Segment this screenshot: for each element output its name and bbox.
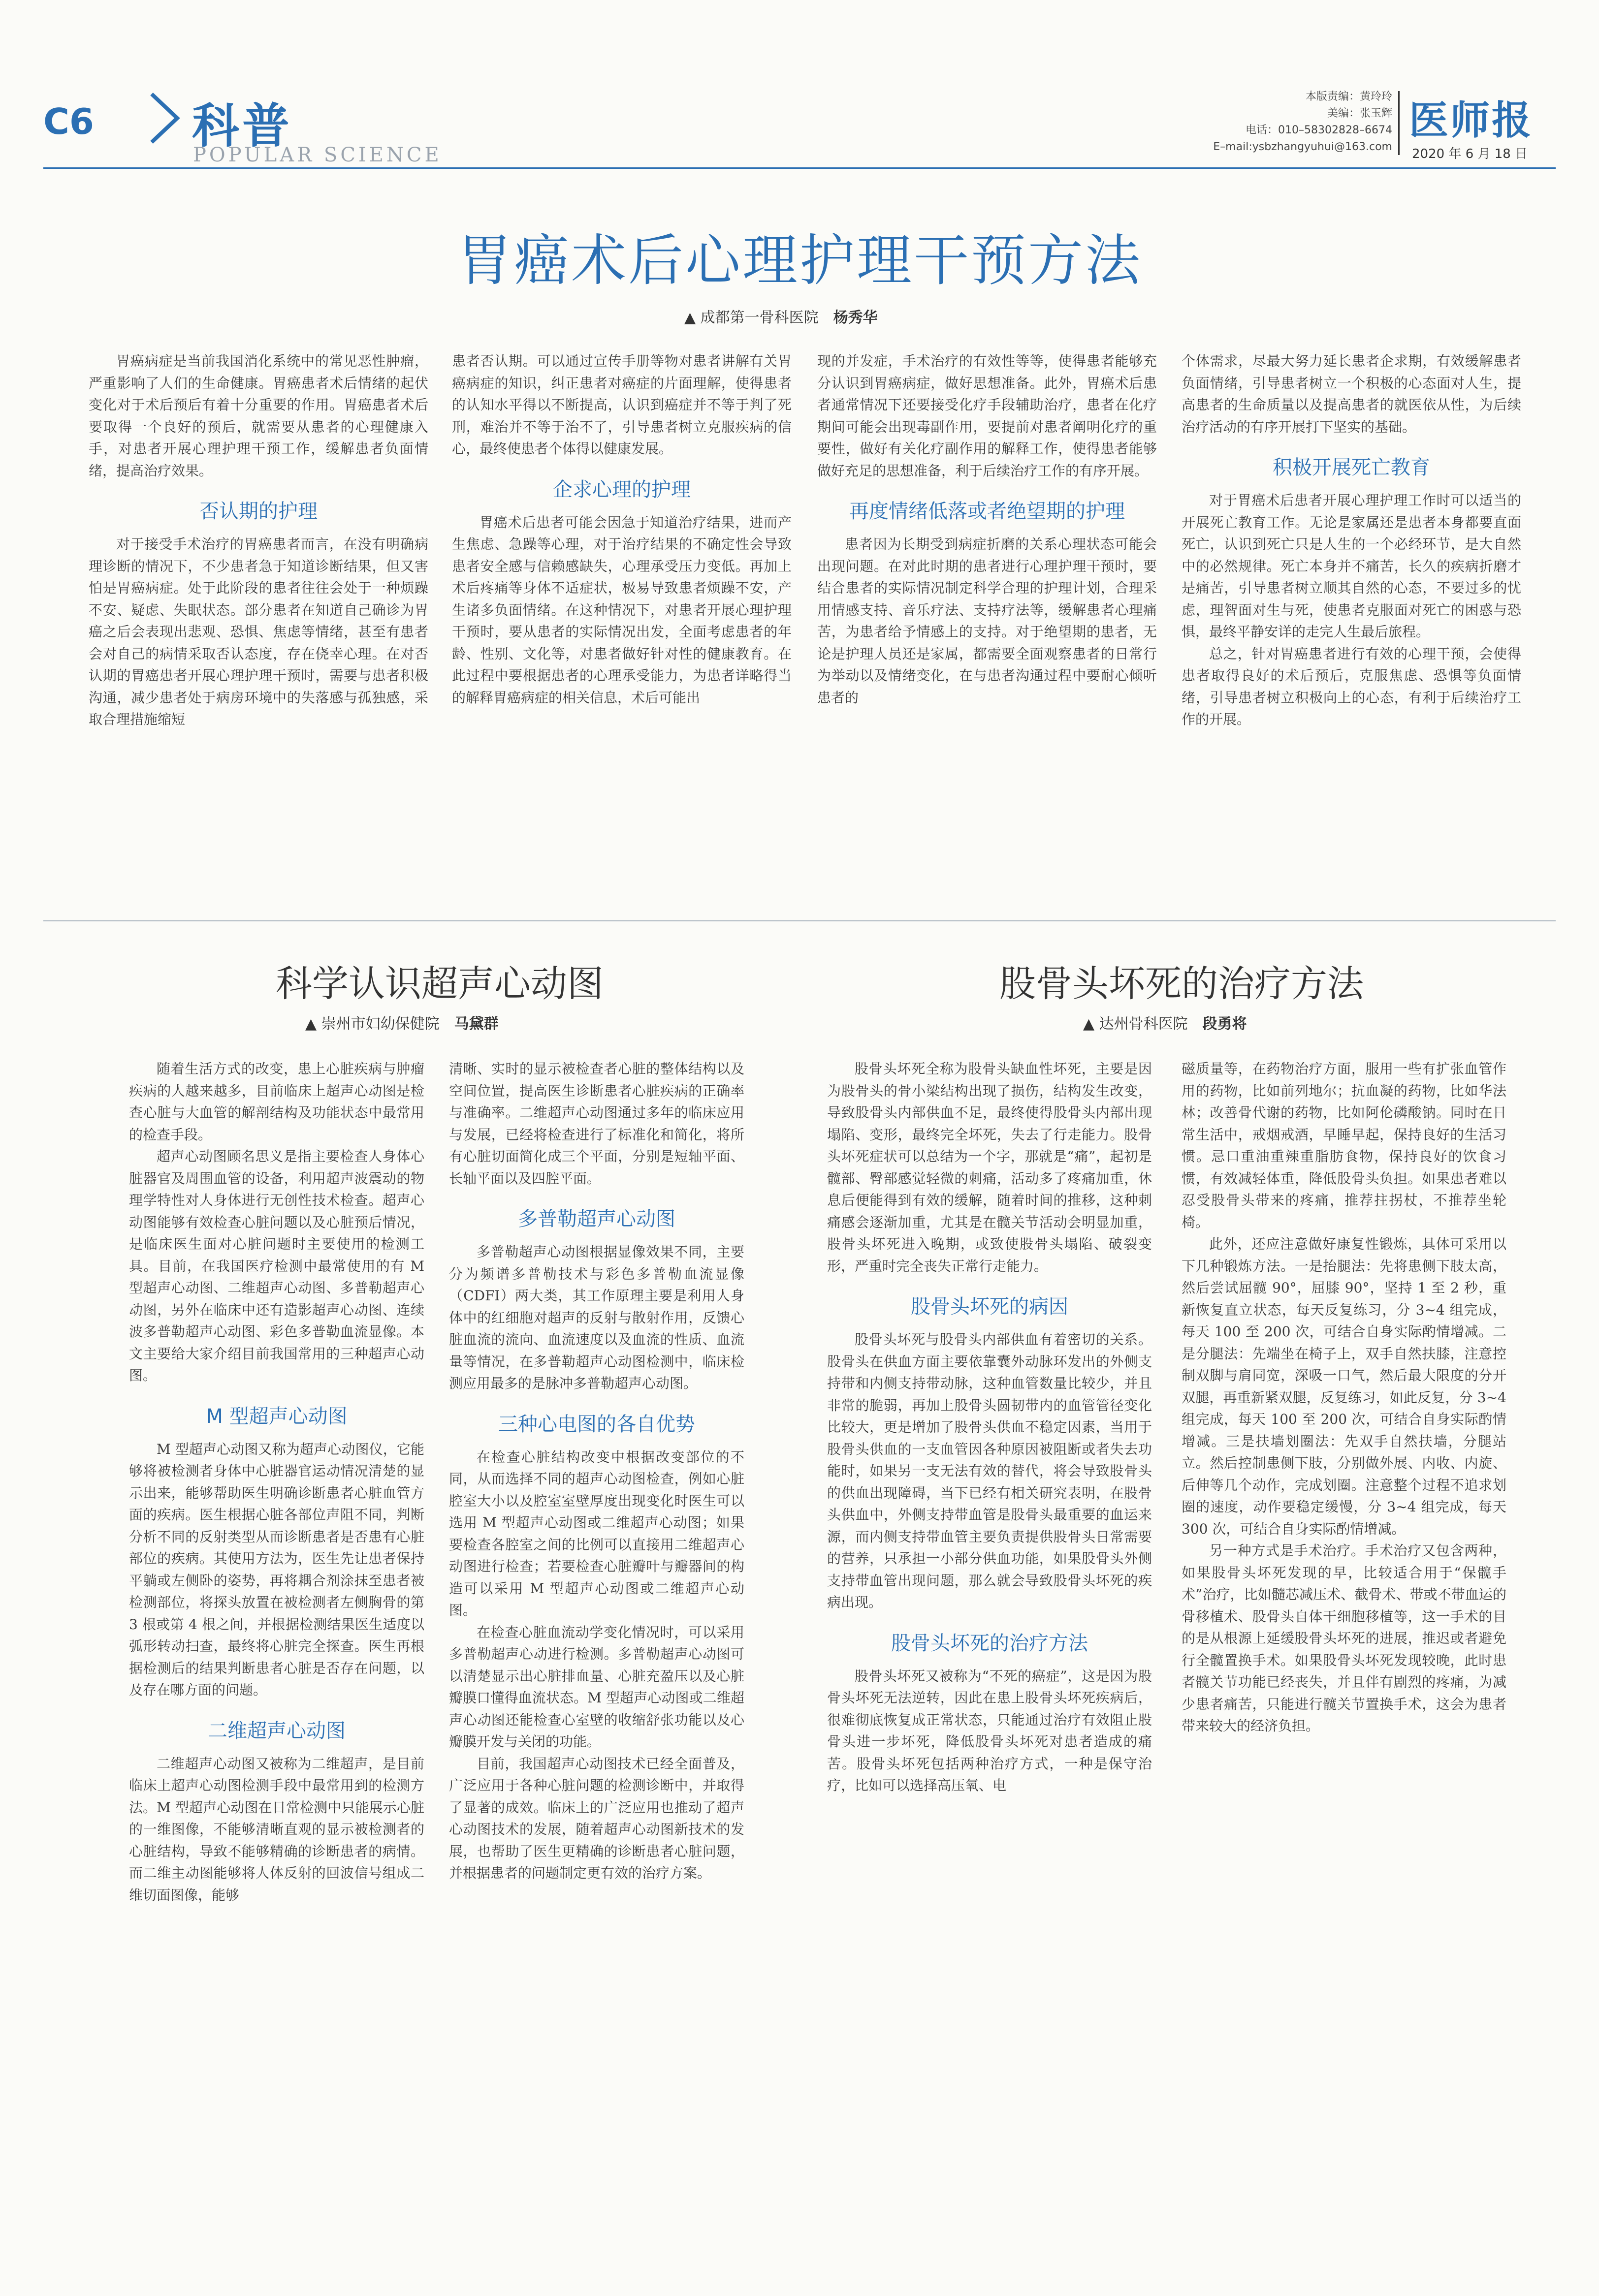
article1-column-2 bbox=[452, 350, 792, 709]
article2-column-2 bbox=[449, 1058, 744, 1885]
article1-paragraph: 现的并发症，手术治疗的有效性等等，使得患者能够充分认识到胃癌病症，做好思想准备。此外，胃癌术后患者通常情况下还要接受化疗手段辅助治疗，患者在化疗期间可能会出现毒副作用，要提前对患者阐明化疗的重要性，做好有关化疗副作用的解释工作，使得患者能够做好充足的思想准备，利于后续治疗工作的有序开展。 bbox=[817, 353, 1157, 479]
article1-subheading: 积极开展死亡教育 bbox=[1273, 456, 1430, 479]
newspaper-logo: 医师报 bbox=[1409, 97, 1533, 143]
article3-paragraph: 股骨头坏死全称为股骨头缺血性坏死，主要是因为股骨头的骨小梁结构出现了损伤，结构发生改变，导致股骨头内部供血不足，最终使得股骨头内部出现塌陷、变形，最终完全坏死，失去了行走能力。股骨头坏死症状可以总结为一个字，那就是“痛”，起初是髋部、臀部感觉轻微的刺痛，活动多了疼痛加重，休息后便能得到有效的缓解，随着时间的推移，这种刺痛感会逐渐加重，尤其是在髋关节活动会明显加重，股骨头坏死进入晚期，或致使股骨头塌陷、破裂变形，严重时完全丧失正常行走能力。 bbox=[827, 1061, 1152, 1274]
article2-subheading: 多普勒超声心动图 bbox=[518, 1208, 675, 1230]
article1-subheading: 企求心理的护理 bbox=[553, 478, 691, 501]
article1-column-1 bbox=[89, 350, 428, 731]
article1-paragraph: 患者因为长期受到病症折磨的关系心理状态可能会出现问题。在对此时期的患者进行心理护理干预时，要结合患者的实际情况制定科学合理的护理计划，合理采用情感支持、音乐疗法、支持疗法等，缓解患者心理痛苦，为患者给予情感上的支持。对于绝望期的患者，无论是护理人员还是家属，都需要全面观察患者的日常行为举动以及情绪变化，在与患者沟通过程中要耐心倾听患者的 bbox=[817, 536, 1157, 706]
article1-subheading: 再度情绪低落或者绝望期的护理 bbox=[849, 500, 1125, 523]
article1-paragraph: 对于胃癌术后患者开展心理护理工作时可以适当的开展死亡教育工作。无论是家属还是患者本身都要直面死亡，认识到死亡只是人生的一个必经环节，是大自然中的必然规律。死亡本身并不痛苦，长久的疾病折磨才是痛苦，引导患者树立顺其自然的心态，不要过多的忧虑，理智面对生与死，使患者克服面对死亡的困惑与恐惧，最终平静安详的走完人生最后旅程。 bbox=[1182, 492, 1521, 640]
article3-column-1 bbox=[827, 1058, 1152, 1797]
article2-subheading: M 型超声心动图 bbox=[206, 1405, 348, 1428]
section-title: 科普 bbox=[192, 98, 292, 154]
article3-column-2 bbox=[1182, 1058, 1506, 1737]
article1-column-4 bbox=[1182, 350, 1521, 731]
article1-column-3 bbox=[817, 350, 1157, 709]
editor-credits bbox=[1213, 89, 1392, 156]
article3-byline bbox=[1083, 1011, 1247, 1033]
article3-paragraph: 此外，还应注意做好康复性锻炼，具体可采用以下几种锻炼方法。一是抬腿法：先将患侧下肢太高，然后尝试屈髋 90°，屈膝 90°，坚持 1 至 2 秒，重新恢复直立状态，每天反复练习，分 3~4 组完成，每天 100 至 200 次，可结合自身实际酌情增减。二是分腿法：先端坐在椅子上，双手自然扶膝，注意控制双脚与肩同宽，深吸一口气，然后最大限度的分开双腿，再重新紧双腿，反复练习，如此反复，分 3~4 组完成，每天 100 至 200 次，可结合自身实际酌情增减。三是扶墙划圈法：先双手自然扶墙，分腿站立。然后控制患侧下肢，分别做外展、内收、内旋、后伸等几个动作，完成划圈。注意整个过程不追求划圈的速度，动作要稳定缓慢，分 3~4 组完成，每天 300 次，可结合自身实际酌情增减。 bbox=[1182, 1236, 1506, 1537]
page-number: C6 bbox=[43, 101, 94, 142]
article2-author: 马黛群 bbox=[454, 1015, 499, 1033]
article3-paragraph: 股骨头坏死又被称为“不死的癌症”，这是因为股骨头坏死无法逆转，因此在患上股骨头坏死疾病后，很难彻底恢复成正常状态，只能通过治疗有效阻止股骨头进一步坏死，降低股骨头坏死对患者造成的痛苦。股骨头坏死包括两种治疗方式，一种是保守治疗，比如可以选择高压氧、电 bbox=[827, 1667, 1152, 1793]
article1-paragraph: 对于接受手术治疗的胃癌患者而言，在没有明确病理诊断的情况下，不少患者急于知道诊断结果，但又害怕是胃癌病症。处于此阶段的患者往往会处于一种烦躁不安、疑虑、失眠状态。部分患者在知道自己确诊为胃癌之后会表现出悲观、恐惧、焦虑等情绪，甚至有患者会对自己的病情采取否认态度，存在侥幸心理。在对否认期的胃癌患者开展心理护理干预时，需要与患者积极沟通，减少患者处于病房环境中的失落感与孤独感，采取合理措施缩短 bbox=[89, 536, 428, 727]
article2-paragraph: 目前，我国超声心动图技术已经全面普及，广泛应用于各种心脏问题的检测诊断中，并取得了显著的成效。临床上的广泛应用也推动了超声心动图技术的发展，随着超声心动图新技术的发展，也帮助了医生更精确的诊断患者心脏问题，并根据患者的问题制定更有效的治疗方案。 bbox=[449, 1755, 744, 1881]
article1-author: 杨秀华 bbox=[833, 309, 878, 326]
credit-phone: 电话：010–58302828–6674 bbox=[1246, 124, 1392, 136]
article1-paragraph: 个体需求，尽最大努力延长患者企求期，有效缓解患者负面情绪，引导患者树立一个积极的心态面对人生，提高患者的生命质量以及提高患者的就医依从性，为后续治疗活动的有序开展打下坚实的基础。 bbox=[1182, 353, 1521, 435]
article1-subheading: 否认期的护理 bbox=[199, 500, 318, 523]
article3-org: ▲ 达州骨科医院 bbox=[1083, 1015, 1188, 1033]
article2-byline bbox=[305, 1011, 499, 1033]
chevron-right-icon bbox=[148, 91, 182, 145]
header-rule bbox=[43, 167, 1556, 169]
article2-paragraph: 多普勒超声心动图根据显像效果不同，主要分为频谱多普勒技术与彩色多普勒血流显像（CDFI）两大类，其工作原理主要是利用人身体中的红细胞对超声的反射与散射作用，反馈心脏血流的流向、血流速度以及血流的性质、血流量等情况，在多普勒超声心动图检测中，临床检测应用最多的是脉冲多普勒超声心动图。 bbox=[449, 1244, 744, 1391]
article2-subheading: 二维超声心动图 bbox=[208, 1719, 346, 1742]
article1-paragraph: 患者否认期。可以通过宣传手册等物对患者讲解有关胃癌病症的知识，纠正患者对癌症的片面理解，使得患者的认知水平得以不断提高，认识到癌症并不等于判了死刑，难治并不等于治不了，引导患者树立克服疾病的信心，最终使患者个体得以健康发展。 bbox=[452, 353, 792, 457]
article2-column-1 bbox=[129, 1058, 424, 1906]
publication-date: 2020 年 6 月 18 日 bbox=[1412, 147, 1528, 161]
credit-editor: 本版责编：黄玲玲 bbox=[1305, 91, 1392, 103]
article1-paragraph: 胃癌病症是当前我国消化系统中的常见恶性肿瘤，严重影响了人们的生命健康。胃癌患者术后情绪的起伏变化对于术后预后有着十分重要的作用。胃癌患者术后要取得一个良好的预后，就需要从患者的心理健康入手，对患者开展心理护理干预工作，缓解患者负面情绪，提高治疗效果。 bbox=[89, 353, 428, 479]
article3-subheading: 股骨头坏死的治疗方法 bbox=[891, 1632, 1088, 1655]
article1-paragraph: 胃癌术后患者可能会因急于知道治疗结果，进而产生焦虑、急躁等心理，对于治疗结果的不确定性会导致患者安全感与信赖感缺失，心理承受压力变低。再加上术后疼痛等身体不适症状，极易导致患者烦躁不安，产生诸多负面情绪。在这种情况下，对患者开展心理护理干预时，要从患者的实际情况出发，全面考虑患者的年龄、性别、文化等，对患者做好针对性的健康教育。在此过程中要根据患者的心理承受能力，为患者详略得当的解释胃癌病症的相关信息，术后可能出 bbox=[452, 514, 792, 706]
article3-title: 股骨头坏死的治疗方法 bbox=[999, 963, 1364, 1005]
section-subtitle: POPULAR SCIENCE bbox=[193, 144, 442, 166]
article3-paragraph: 股骨头坏死与股骨头内部供血有着密切的关系。股骨头在供血方面主要依靠囊外动脉环发出的外侧支持带和内侧支持带动脉，这种血管数量比较少，并且非常的脆弱，再加上股骨头圆韧带内的血管管径变化比较大，更是增加了股骨头供血不稳定因素，当用于股骨头供血的一支血管因各种原因被阻断或者失去功能时，如果另一支无法有效的替代，将会导致股骨头的供血出现障碍，当下已经有相关研究表明，在股骨头供血中，外侧支持带血管是股骨头最重要的血运来源，而内侧支持带血管主要负责提供股骨头日常需要的营养，只承担一小部分供血功能，如果股骨头外侧支持带血管出现问题，那么就会导致股骨头坏死的疾病出现。 bbox=[827, 1331, 1152, 1610]
article3-paragraph: 另一种方式是手术治疗。手术治疗又包含两种，如果股骨头坏死发现的早，比较适合用于“保髋手术”治疗，比如髓芯减压术、截骨术、带或不带血运的骨移植术、股骨头自体干细胞移植等，这一手术的目的是从根源上延缓股骨头坏死的进展，推迟或者避免行全髋置换手术。如果股骨头坏死发现较晚，此时患者髋关节功能已经丧失，并且伴有剧烈的疼痛，为减少患者痛苦，只能进行髋关节置换手术，这会为患者带来较大的经济负担。 bbox=[1182, 1542, 1506, 1734]
article1-org: ▲ 成都第一骨科医院 bbox=[684, 309, 819, 326]
article1-title: 胃癌术后心理护理干预方法 bbox=[457, 229, 1142, 293]
article2-paragraph: 在检查心脏血流动学变化情况时，可以采用多普勒超声心动进行检测。多普勒超声心动图可以清楚显示出心脏排血量、心脏充盈压以及心脏瓣膜口懂得血流状态。M 型超声心动图或二维超声心动图还能检查心室壁的收缩舒张功能以及心瓣膜开发与关闭的功能。 bbox=[449, 1624, 744, 1750]
article2-paragraph: 清晰、实时的显示被检查者心脏的整体结构以及空间位置，提高医生诊断患者心脏疾病的正确率与准确率。二维超声心动图通过多年的临床应用与发展，已经将检查进行了标准化和简化，将所有心脏切面简化成三个平面，分别是短轴平面、长轴平面以及四腔平面。 bbox=[449, 1061, 744, 1187]
masthead-divider bbox=[1398, 91, 1400, 155]
article2-org: ▲ 崇州市妇幼保健院 bbox=[305, 1015, 440, 1033]
article2-paragraph: M 型超声心动图又称为超声心动图仪，它能够将被检测者身体中心脏器官运动情况清楚的显示出来，能够帮助医生明确诊断患者心脏血管方面的疾病。医生根据心脏各部位声阻不同，判断分析不同的反射类型从而诊断患者是否患有心脏部位的疾病。其使用方法为，医生先让患者保持平躺或左侧卧的姿势，再将耦合剂涂抹至患者被检测部位，将探头放置在被检测者左侧胸骨的第 3 根或第 4 根之间，并根据检测结果医生适度以弧形转动扫查，最终将心脏完全探查。医生再根据检测后的结果判断患者心脏是否存在问题，以及存在哪方面的问题。 bbox=[129, 1441, 424, 1698]
section-divider bbox=[43, 920, 1556, 921]
article2-subheading: 三种心电图的各自优势 bbox=[498, 1413, 695, 1436]
article2-title: 科学认识超声心动图 bbox=[276, 963, 604, 1005]
article3-subheading: 股骨头坏死的病因 bbox=[911, 1295, 1068, 1318]
article3-paragraph: 磁质量等，在药物治疗方面，服用一些有扩张血管作用的药物，比如前列地尔；抗血凝的药物，比如华法林；改善骨代谢的药物，比如阿伦磷酸钠。同时在日常生活中，戒烟戒酒，早睡早起，保持良好的生活习惯。忌口重油重辣重脂肪食物，保持良好的饮食习惯，有效减轻体重，降低股骨头负担。如果患者难以忍受股骨头带来的疼痛，推荐拄拐杖，不推荐坐轮椅。 bbox=[1182, 1061, 1506, 1230]
article2-paragraph: 二维超声心动图又被称为二维超声，是目前临床上超声心动图检测手段中最常用到的检测方法。M 型超声心动图在日常检测中只能展示心脏的一维图像，不能够清晰直观的显示被检测者的心脏结构，导致不能够精确的诊断患者的病情。而二维主动图能够将人体反射的回波信号组成二维切面图像，能够 bbox=[129, 1755, 424, 1903]
article2-paragraph: 随着生活方式的改变，患上心脏疾病与肿瘤疾病的人越来越多，目前临床上超声心动图是检查心脏与大血管的解剖结构及功能状态中最常用的检查手段。 bbox=[129, 1061, 424, 1143]
article1-paragraph: 总之，针对胃癌患者进行有效的心理干预，会使得患者取得良好的术后预后，克服焦虑、恐惧等负面情绪，引导患者树立积极向上的心态，有利于后续治疗工作的开展。 bbox=[1182, 645, 1521, 727]
article2-paragraph: 在检查心脏结构改变中根据改变部位的不同，从而选择不同的超声心动图检查，例如心脏腔室大小以及腔室室壁厚度出现变化时医生可以选用 M 型超声心动图或二维超声心动图；如果要检查各腔室之间的比例可以直接用二维超声心动图进行检查；若要检查心脏瓣叶与瓣器间的构造可以采用 M 型超声心动图或二维超声心动图。 bbox=[449, 1448, 744, 1618]
credit-designer: 美编：张玉辉 bbox=[1327, 107, 1392, 120]
article3-author: 段勇将 bbox=[1202, 1015, 1247, 1033]
article1-byline bbox=[684, 305, 878, 327]
credit-email: E–mail:ysbzhangyuhui@163.com bbox=[1213, 141, 1392, 153]
article2-paragraph: 超声心动图顾名思义是指主要检查人身体心脏器官及周围血管的设备，利用超声波震动的物理学特性对人身体进行无创性技术检查。超声心动图能够有效检查心脏问题以及心脏预后情况，是临床医生面对心脏问题时主要使用的检测工具。目前，在我国医疗检测中最常使用的有 M 型超声心动图、二维超声心动图、多普勒超声心动图，另外在临床中还有造影超声心动图、连续波多普勒超声心动图、彩色多普勒血流显像。本文主要给大家介绍目前我国常用的三种超声心动图。 bbox=[129, 1148, 424, 1384]
